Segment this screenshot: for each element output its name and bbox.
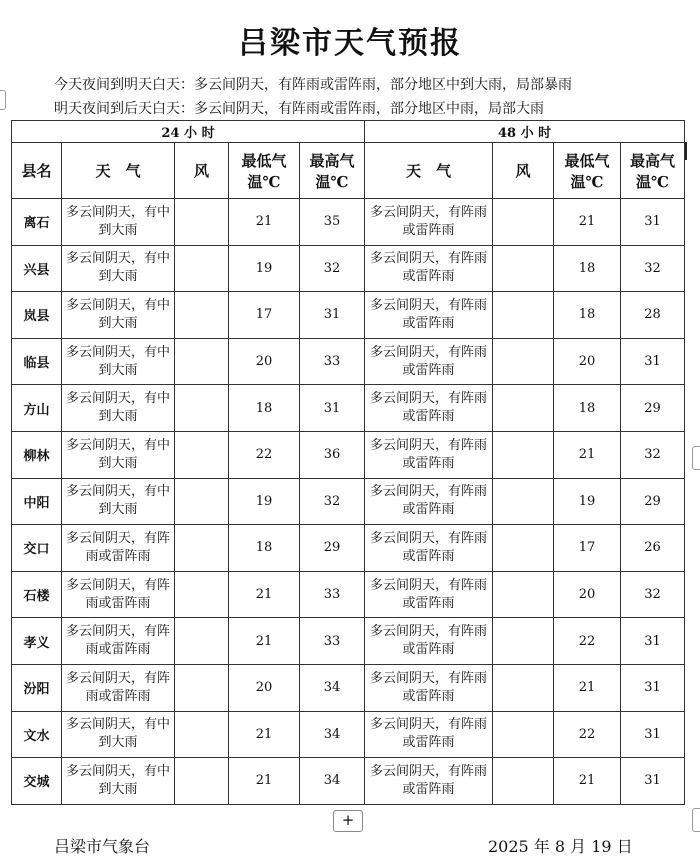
min-temp-24h: 21 <box>229 711 300 758</box>
weather-48h: 多云间阴天，有阵雨或雷阵雨 <box>365 664 493 711</box>
max-temp-24h: 29 <box>300 525 365 572</box>
wind-24h <box>175 618 229 665</box>
wind-48h <box>493 199 554 246</box>
wind-24h <box>175 571 229 618</box>
county-name: 离石 <box>12 199 62 246</box>
wind-24h <box>175 478 229 525</box>
table-row <box>12 525 685 572</box>
max-temp-48h: 32 <box>621 245 685 292</box>
table-row <box>12 758 685 805</box>
max-temp-48h: 31 <box>621 758 685 805</box>
max-temp-24h: 34 <box>300 711 365 758</box>
min-temp-24h: 22 <box>229 431 300 478</box>
max-temp-48h: 31 <box>621 618 685 665</box>
wind-48h <box>493 571 554 618</box>
table-row <box>12 478 685 525</box>
header-weather-48: 天 气 <box>365 143 493 199</box>
min-temp-24h: 18 <box>229 525 300 572</box>
wind-48h <box>493 385 554 432</box>
side-handle-right[interactable] <box>692 446 700 470</box>
table-row <box>12 571 685 618</box>
min-temp-48h: 21 <box>554 199 621 246</box>
min-temp-24h: 20 <box>229 664 300 711</box>
max-temp-48h: 29 <box>621 478 685 525</box>
county-name: 交口 <box>12 525 62 572</box>
county-name: 岚县 <box>12 292 62 339</box>
county-name: 中阳 <box>12 478 62 525</box>
footer-date: 2025 年 8 月 19 日 <box>488 837 633 856</box>
table-row <box>12 338 685 385</box>
header-wind-24: 风 <box>175 143 229 199</box>
wind-24h <box>175 385 229 432</box>
wind-24h <box>175 525 229 572</box>
min-temp-48h: 18 <box>554 385 621 432</box>
weather-48h: 多云间阴天，有阵雨或雷阵雨 <box>365 245 493 292</box>
min-temp-24h: 19 <box>229 478 300 525</box>
wind-24h <box>175 664 229 711</box>
text-cursor <box>685 142 687 160</box>
wind-24h <box>175 199 229 246</box>
wind-24h <box>175 758 229 805</box>
min-temp-24h: 21 <box>229 571 300 618</box>
header-min-48: 最低气温℃ <box>554 143 621 199</box>
weather-24h: 多云间阴天，有中到大雨 <box>62 338 175 385</box>
max-temp-24h: 35 <box>300 199 365 246</box>
county-name: 汾阳 <box>12 664 62 711</box>
weather-24h: 多云间阴天，有中到大雨 <box>62 199 175 246</box>
min-temp-48h: 22 <box>554 711 621 758</box>
county-name: 兴县 <box>12 245 62 292</box>
weather-48h: 多云间阴天，有阵雨或雷阵雨 <box>365 618 493 665</box>
max-temp-24h: 33 <box>300 618 365 665</box>
county-name: 临县 <box>12 338 62 385</box>
weather-24h: 多云间阴天，有中到大雨 <box>62 385 175 432</box>
weather-48h: 多云间阴天，有阵雨或雷阵雨 <box>365 199 493 246</box>
wind-48h <box>493 664 554 711</box>
weather-24h: 多云间阴天，有阵雨或雷阵雨 <box>62 618 175 665</box>
wind-48h <box>493 478 554 525</box>
county-name: 柳林 <box>12 431 62 478</box>
max-temp-24h: 32 <box>300 245 365 292</box>
county-name: 方山 <box>12 385 62 432</box>
max-temp-24h: 36 <box>300 431 365 478</box>
wind-48h <box>493 618 554 665</box>
table-row <box>12 711 685 758</box>
header-max-24: 最高气温℃ <box>300 143 365 199</box>
min-temp-48h: 20 <box>554 338 621 385</box>
max-temp-24h: 31 <box>300 292 365 339</box>
weather-48h: 多云间阴天，有阵雨或雷阵雨 <box>365 758 493 805</box>
header-24h: 24 小 时 <box>12 121 365 143</box>
county-name: 文水 <box>12 711 62 758</box>
table-row <box>12 199 685 246</box>
max-temp-24h: 34 <box>300 664 365 711</box>
header-min-24: 最低气温℃ <box>229 143 300 199</box>
weather-24h: 多云间阴天，有中到大雨 <box>62 292 175 339</box>
min-temp-24h: 17 <box>229 292 300 339</box>
header-wind-48: 风 <box>493 143 554 199</box>
weather-48h: 多云间阴天，有阵雨或雷阵雨 <box>365 385 493 432</box>
weather-24h: 多云间阴天，有阵雨或雷阵雨 <box>62 664 175 711</box>
side-handle-corner[interactable] <box>692 808 700 832</box>
wind-48h <box>493 711 554 758</box>
weather-24h: 多云间阴天，有阵雨或雷阵雨 <box>62 525 175 572</box>
max-temp-48h: 26 <box>621 525 685 572</box>
min-temp-48h: 21 <box>554 758 621 805</box>
max-temp-48h: 31 <box>621 338 685 385</box>
max-temp-48h: 29 <box>621 385 685 432</box>
wind-24h <box>175 431 229 478</box>
wind-48h <box>493 245 554 292</box>
min-temp-48h: 18 <box>554 245 621 292</box>
weather-24h: 多云间阴天，有阵雨或雷阵雨 <box>62 571 175 618</box>
min-temp-24h: 21 <box>229 758 300 805</box>
add-row-button[interactable]: + <box>333 810 363 832</box>
max-temp-24h: 34 <box>300 758 365 805</box>
wind-24h <box>175 338 229 385</box>
table-row <box>12 292 685 339</box>
min-temp-48h: 18 <box>554 292 621 339</box>
weather-24h: 多云间阴天，有中到大雨 <box>62 245 175 292</box>
page-title: 吕梁市天气预报 <box>238 26 462 61</box>
weather-24h: 多云间阴天，有中到大雨 <box>62 711 175 758</box>
weather-24h: 多云间阴天，有中到大雨 <box>62 478 175 525</box>
header-county: 县名 <box>12 143 62 199</box>
header-48h: 48 小 时 <box>365 121 685 143</box>
min-temp-48h: 21 <box>554 664 621 711</box>
county-name: 石楼 <box>12 571 62 618</box>
max-temp-48h: 32 <box>621 431 685 478</box>
min-temp-48h: 17 <box>554 525 621 572</box>
wind-48h <box>493 431 554 478</box>
weather-48h: 多云间阴天，有阵雨或雷阵雨 <box>365 431 493 478</box>
wind-24h <box>175 245 229 292</box>
weather-24h: 多云间阴天，有中到大雨 <box>62 758 175 805</box>
min-temp-24h: 21 <box>229 618 300 665</box>
weather-48h: 多云间阴天，有阵雨或雷阵雨 <box>365 711 493 758</box>
header-weather-24: 天 气 <box>62 143 175 199</box>
min-temp-24h: 18 <box>229 385 300 432</box>
table-row <box>12 385 685 432</box>
county-name: 孝义 <box>12 618 62 665</box>
max-temp-48h: 32 <box>621 571 685 618</box>
max-temp-24h: 33 <box>300 338 365 385</box>
wind-24h <box>175 292 229 339</box>
max-temp-48h: 31 <box>621 711 685 758</box>
wind-48h <box>493 338 554 385</box>
max-temp-24h: 31 <box>300 385 365 432</box>
side-handle-left[interactable] <box>0 90 6 110</box>
max-temp-48h: 31 <box>621 199 685 246</box>
min-temp-24h: 20 <box>229 338 300 385</box>
min-temp-48h: 22 <box>554 618 621 665</box>
table-row <box>12 431 685 478</box>
weather-48h: 多云间阴天，有阵雨或雷阵雨 <box>365 338 493 385</box>
weather-48h: 多云间阴天，有阵雨或雷阵雨 <box>365 571 493 618</box>
weather-24h: 多云间阴天，有中到大雨 <box>62 431 175 478</box>
min-temp-48h: 21 <box>554 431 621 478</box>
max-temp-24h: 32 <box>300 478 365 525</box>
min-temp-24h: 19 <box>229 245 300 292</box>
max-temp-24h: 33 <box>300 571 365 618</box>
max-temp-48h: 28 <box>621 292 685 339</box>
table-row <box>12 618 685 665</box>
table-row <box>12 245 685 292</box>
header-max-48: 最高气温℃ <box>621 143 685 199</box>
weather-48h: 多云间阴天，有阵雨或雷阵雨 <box>365 292 493 339</box>
county-name: 交城 <box>12 758 62 805</box>
wind-48h <box>493 525 554 572</box>
wind-24h <box>175 711 229 758</box>
footer-org: 吕梁市气象台 <box>54 837 151 856</box>
table-row <box>12 664 685 711</box>
min-temp-48h: 19 <box>554 478 621 525</box>
weather-48h: 多云间阴天，有阵雨或雷阵雨 <box>365 478 493 525</box>
max-temp-48h: 31 <box>621 664 685 711</box>
weather-48h: 多云间阴天，有阵雨或雷阵雨 <box>365 525 493 572</box>
wind-48h <box>493 758 554 805</box>
summary-line-2: 明天夜间到后天白天：多云间阴天，有阵雨或雷阵雨，部分地区中雨，局部大雨 <box>54 101 544 117</box>
forecast-table <box>11 120 685 805</box>
min-temp-24h: 21 <box>229 199 300 246</box>
wind-48h <box>493 292 554 339</box>
summary-line-1: 今天夜间到明天白天：多云间阴天，有阵雨或雷阵雨，部分地区中到大雨，局部暴雨 <box>54 77 572 93</box>
min-temp-48h: 20 <box>554 571 621 618</box>
